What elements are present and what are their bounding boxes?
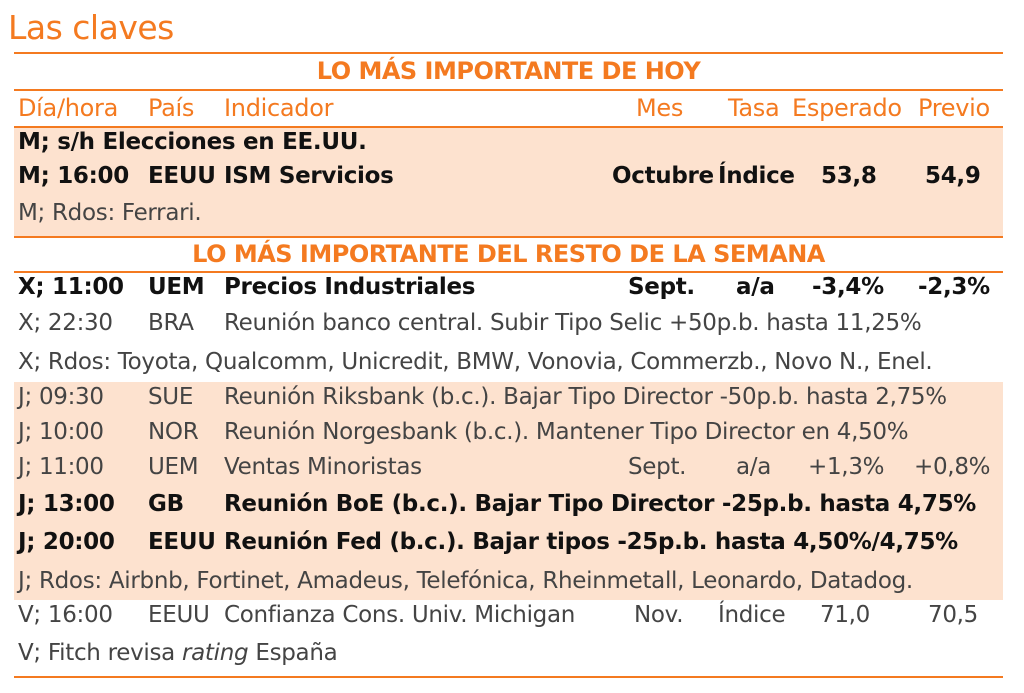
cell-previo: 70,5 — [928, 602, 979, 628]
cell-pais: GB — [148, 491, 184, 517]
cell-dia: J; 11:00 — [18, 454, 104, 480]
cell-previo: +0,8% — [914, 454, 991, 480]
table-row — [14, 529, 1003, 565]
cell-pais: BRA — [148, 310, 194, 336]
cell-dia: X; 22:30 — [18, 310, 113, 336]
cell-indicador: Reunión Fed (b.c.). Bajar tipos -25p.b. hasta 4,50%/4,75% — [224, 529, 958, 555]
rule — [14, 89, 1003, 91]
event-text-italic: rating — [181, 640, 249, 666]
cell-indicador: ISM Servicios — [224, 163, 394, 189]
cell-indicador: Ventas Minoristas — [224, 454, 422, 480]
cell-previo: -2,3% — [918, 274, 990, 300]
page-title: Las claves — [8, 8, 174, 47]
cell-dia: M; 16:00 — [18, 163, 129, 189]
event-text: M; Rdos: Ferrari. — [18, 200, 202, 226]
table-row — [14, 200, 1003, 236]
cell-pais: NOR — [148, 419, 199, 445]
cell-indicador: Reunión Riksbank (b.c.). Bajar Tipo Director -50p.b. hasta 2,75% — [224, 384, 947, 410]
rule — [14, 236, 1003, 238]
table-row — [14, 602, 1003, 638]
cell-dia: V; 16:00 — [18, 602, 113, 628]
top-rule — [14, 52, 1003, 54]
cell-pais: EEUU — [148, 529, 216, 555]
header-dia-hora: Día/hora — [18, 94, 119, 122]
cell-esperado: +1,3% — [808, 454, 885, 480]
table-row — [14, 349, 1003, 385]
table-row — [14, 129, 1003, 165]
cell-indicador: Reunión BoE (b.c.). Bajar Tipo Director -25p.b. hasta 4,75% — [224, 491, 977, 517]
cell-tasa: Índice — [718, 163, 795, 189]
cell-pais: SUE — [148, 384, 194, 410]
table-row — [14, 384, 1003, 420]
table-row — [14, 454, 1003, 490]
table-row — [14, 491, 1003, 527]
event-text: J; Rdos: Airbnb, Fortinet, Amadeus, Telefónica, Rheinmetall, Leonardo, Datadog. — [18, 568, 913, 594]
cell-indicador: Reunión banco central. Subir Tipo Selic +50p.b. hasta 11,25% — [224, 310, 922, 336]
cell-dia: J; 10:00 — [18, 419, 104, 445]
header-mes: Mes — [636, 94, 684, 122]
cell-mes: Sept. — [628, 454, 687, 480]
section-week-heading: LO MÁS IMPORTANTE DEL RESTO DE LA SEMANA — [192, 240, 825, 268]
cell-esperado: -3,4% — [812, 274, 884, 300]
cell-tasa: a/a — [736, 274, 775, 300]
cell-indicador: Confianza Cons. Univ. Michigan — [224, 602, 576, 628]
cell-indicador: Reunión Norgesbank (b.c.). Mantener Tipo Director en 4,50% — [224, 419, 909, 445]
event-text — [18, 640, 337, 666]
cell-dia: J; 13:00 — [18, 491, 115, 517]
cell-mes: Nov. — [634, 602, 684, 628]
header-pais: País — [148, 94, 195, 122]
cell-tasa: a/a — [736, 454, 772, 480]
rule — [14, 271, 1003, 273]
table-row — [14, 419, 1003, 455]
header-indicador: Indicador — [224, 94, 334, 122]
event-text: X; Rdos: Toyota, Qualcomm, Unicredit, BMW, Vonovia, Commerzb., Novo N., Enel. — [18, 349, 933, 375]
event-text-start: V; Fitch revisa — [18, 640, 182, 666]
cell-mes: Sept. — [628, 274, 695, 300]
cell-dia: J; 09:30 — [18, 384, 104, 410]
cell-previo: 54,9 — [925, 163, 981, 189]
table-row — [14, 274, 1003, 310]
cell-mes: Octubre — [612, 163, 714, 189]
cell-dia: X; 11:00 — [18, 274, 124, 300]
event-text: M; s/h Elecciones en EE.UU. — [18, 129, 367, 155]
cell-tasa: Índice — [718, 602, 786, 628]
cell-pais: UEM — [148, 454, 199, 480]
section-today-heading: LO MÁS IMPORTANTE DE HOY — [316, 57, 701, 85]
cell-pais: EEUU — [148, 163, 216, 189]
cell-pais: EEUU — [148, 602, 210, 628]
table-row — [14, 310, 1003, 346]
table-row — [14, 640, 1003, 676]
header-tasa: Tasa — [728, 94, 780, 122]
table-row — [14, 163, 1003, 199]
cell-esperado: 53,8 — [821, 163, 877, 189]
table-row — [14, 568, 1003, 604]
cell-pais: UEM — [148, 274, 205, 300]
header-esperado: Esperado — [792, 94, 902, 122]
cell-dia: J; 20:00 — [18, 529, 115, 555]
bottom-rule — [14, 676, 1003, 678]
cell-esperado: 71,0 — [820, 602, 871, 628]
header-previo: Previo — [918, 94, 990, 122]
event-text-end: España — [248, 640, 338, 666]
cell-indicador: Precios Industriales — [224, 274, 476, 300]
